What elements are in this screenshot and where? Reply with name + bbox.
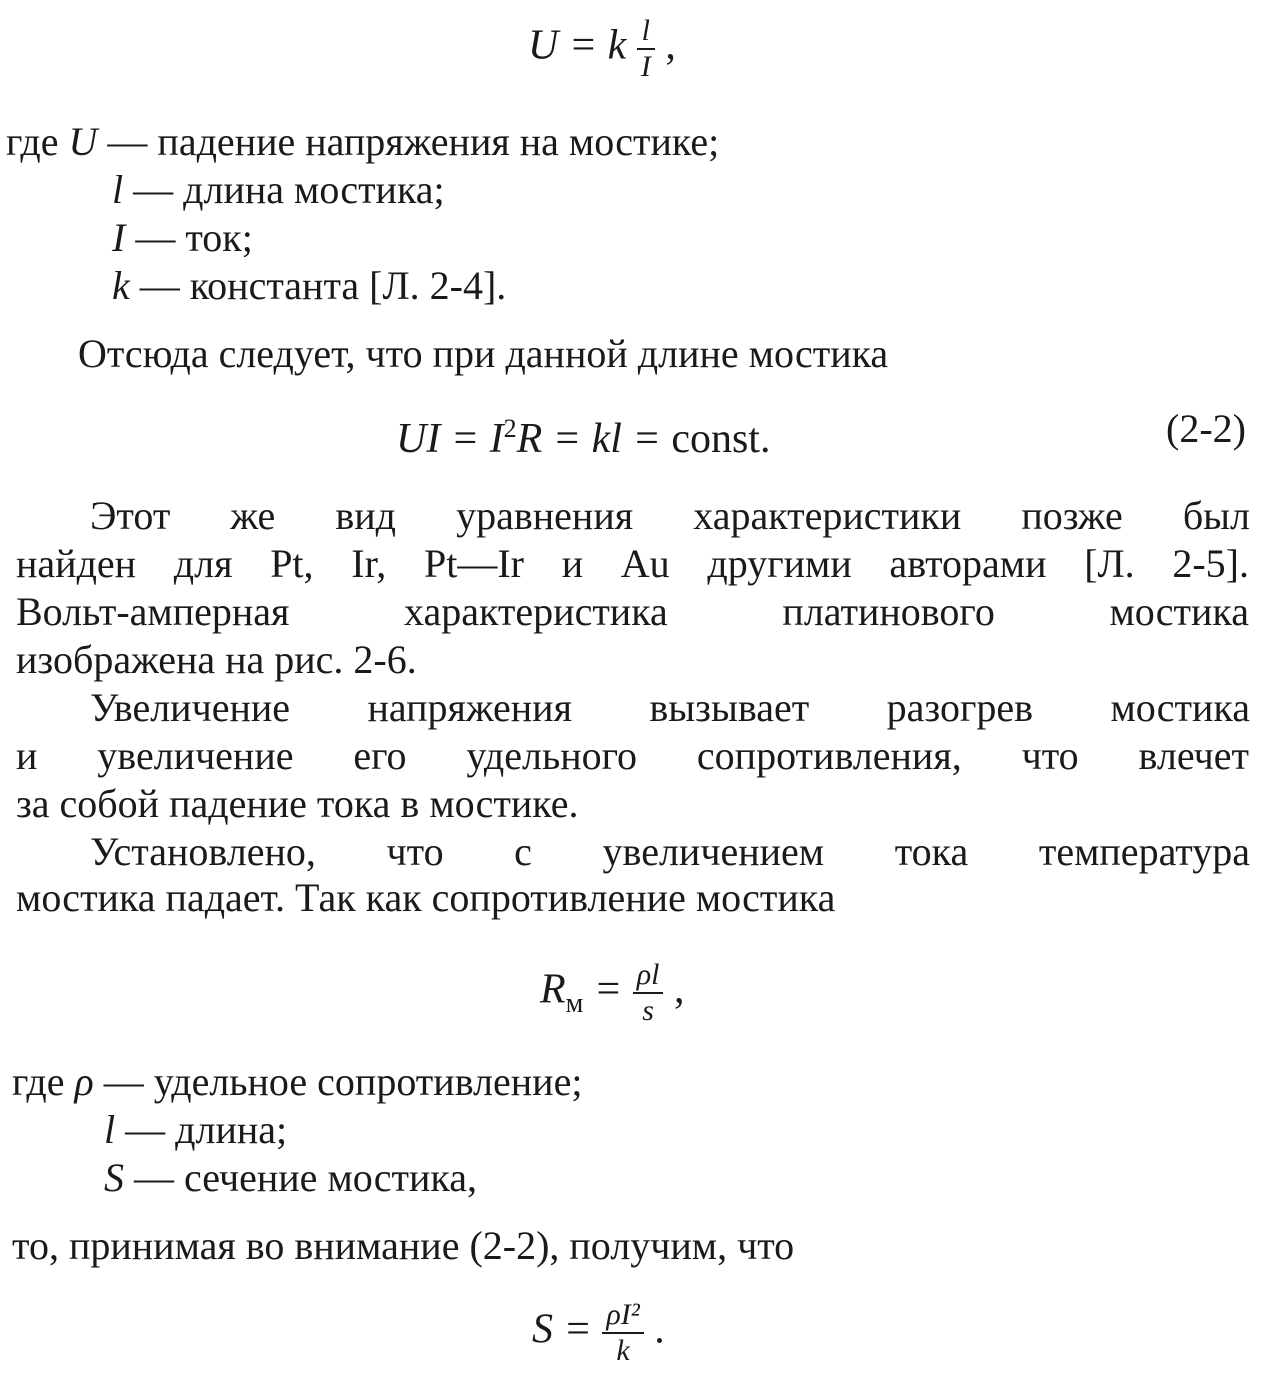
where1-text: — длина мостика;: [123, 167, 445, 212]
formula-power-b: R = kl =: [516, 416, 672, 462]
formula-resistance-tail: ,: [673, 966, 685, 1013]
formula-power-c: const.: [671, 416, 771, 462]
formula-section-tail: .: [654, 1306, 665, 1353]
where2-prefix: где: [12, 1059, 75, 1104]
paragraph-2-line-3: изображена на рис. 2-6.: [16, 637, 417, 682]
formula-section-lhs: S =: [532, 1306, 603, 1353]
formula-resistance-lhs: R: [540, 966, 566, 1013]
where1-item-0: [6, 118, 719, 166]
where1-item-3: [112, 262, 506, 310]
where2-text: — длина;: [115, 1107, 288, 1152]
formula-resistance-numerator: ρl: [636, 958, 660, 991]
formula-resistance-denominator: s: [633, 992, 664, 1028]
where1-symbol: I: [112, 215, 126, 260]
formula-voltage-lhs: U = k: [528, 22, 627, 69]
paragraph-3-line-1: и увеличение его удельного сопротивления, что влечет: [16, 733, 1249, 778]
paragraph-4-line-0: Установлено, что с увеличением тока температура: [90, 829, 1250, 874]
formula-power: [396, 404, 770, 464]
paragraph-4-line-1: мостика падает. Так как сопротивление мостика: [16, 875, 836, 920]
paragraph-2-line-2: Вольт-амперная характеристика платинового мостика: [16, 589, 1249, 634]
paragraph-2-line-1: найден для Pt, Ir, Pt—Ir и Au другими авторами [Л. 2-5].: [16, 541, 1249, 586]
where2-symbol: S: [104, 1155, 124, 1200]
formula-resistance-eq: =: [583, 966, 633, 1013]
where2-text: — сечение мостика,: [124, 1155, 477, 1200]
formula-power-sup: 2: [503, 414, 517, 443]
where1-prefix: где: [6, 119, 69, 164]
formula-section-fraction: [602, 1298, 643, 1368]
formula-section: [532, 1298, 665, 1368]
formula-section-denominator: k: [602, 1332, 643, 1368]
paragraph-3-line-2: за собой падение тока в мостике.: [16, 781, 579, 826]
paragraph-1: Отсюда следует, что при данной длине мостика: [78, 331, 889, 376]
equation-number: (2-2): [1166, 406, 1246, 451]
where1-text: — падение напряжения на мостике;: [97, 119, 720, 164]
paragraph-5: то, принимая во внимание (2-2), получим, что: [12, 1223, 795, 1268]
paragraph-3-line-0: Увеличение напряжения вызывает разогрев мостика: [90, 685, 1250, 730]
formula-voltage-numerator: l: [641, 14, 650, 47]
where1-item-1: [112, 166, 445, 214]
where1-symbol: U: [68, 119, 98, 164]
formula-resistance-sub: м: [565, 988, 584, 1020]
formula-voltage-denominator: I: [637, 48, 655, 84]
where1-symbol: l: [112, 167, 124, 212]
where2-item-1: [104, 1106, 287, 1154]
where1-symbol: k: [112, 263, 130, 308]
where1-text: — ток;: [125, 215, 253, 260]
formula-voltage: [528, 14, 676, 84]
formula-resistance: [540, 958, 684, 1029]
formula-power-a: UI = I: [396, 416, 504, 462]
formula-resistance-fraction: [633, 958, 664, 1028]
where1-item-2: [112, 214, 253, 262]
where2-text: — удельное сопротивление;: [93, 1059, 583, 1104]
where2-item-0: [12, 1058, 582, 1106]
paragraph-2-line-0: Этот же вид уравнения характеристики позже был: [90, 493, 1250, 538]
where1-text: — константа [Л. 2-4].: [129, 263, 507, 308]
where2-item-2: [104, 1154, 477, 1202]
formula-section-numerator: ρI²: [606, 1298, 640, 1331]
formula-voltage-tail: ,: [665, 22, 676, 69]
where2-symbol: l: [104, 1107, 116, 1152]
where2-symbol: ρ: [74, 1059, 94, 1104]
formula-voltage-fraction: [637, 14, 655, 84]
